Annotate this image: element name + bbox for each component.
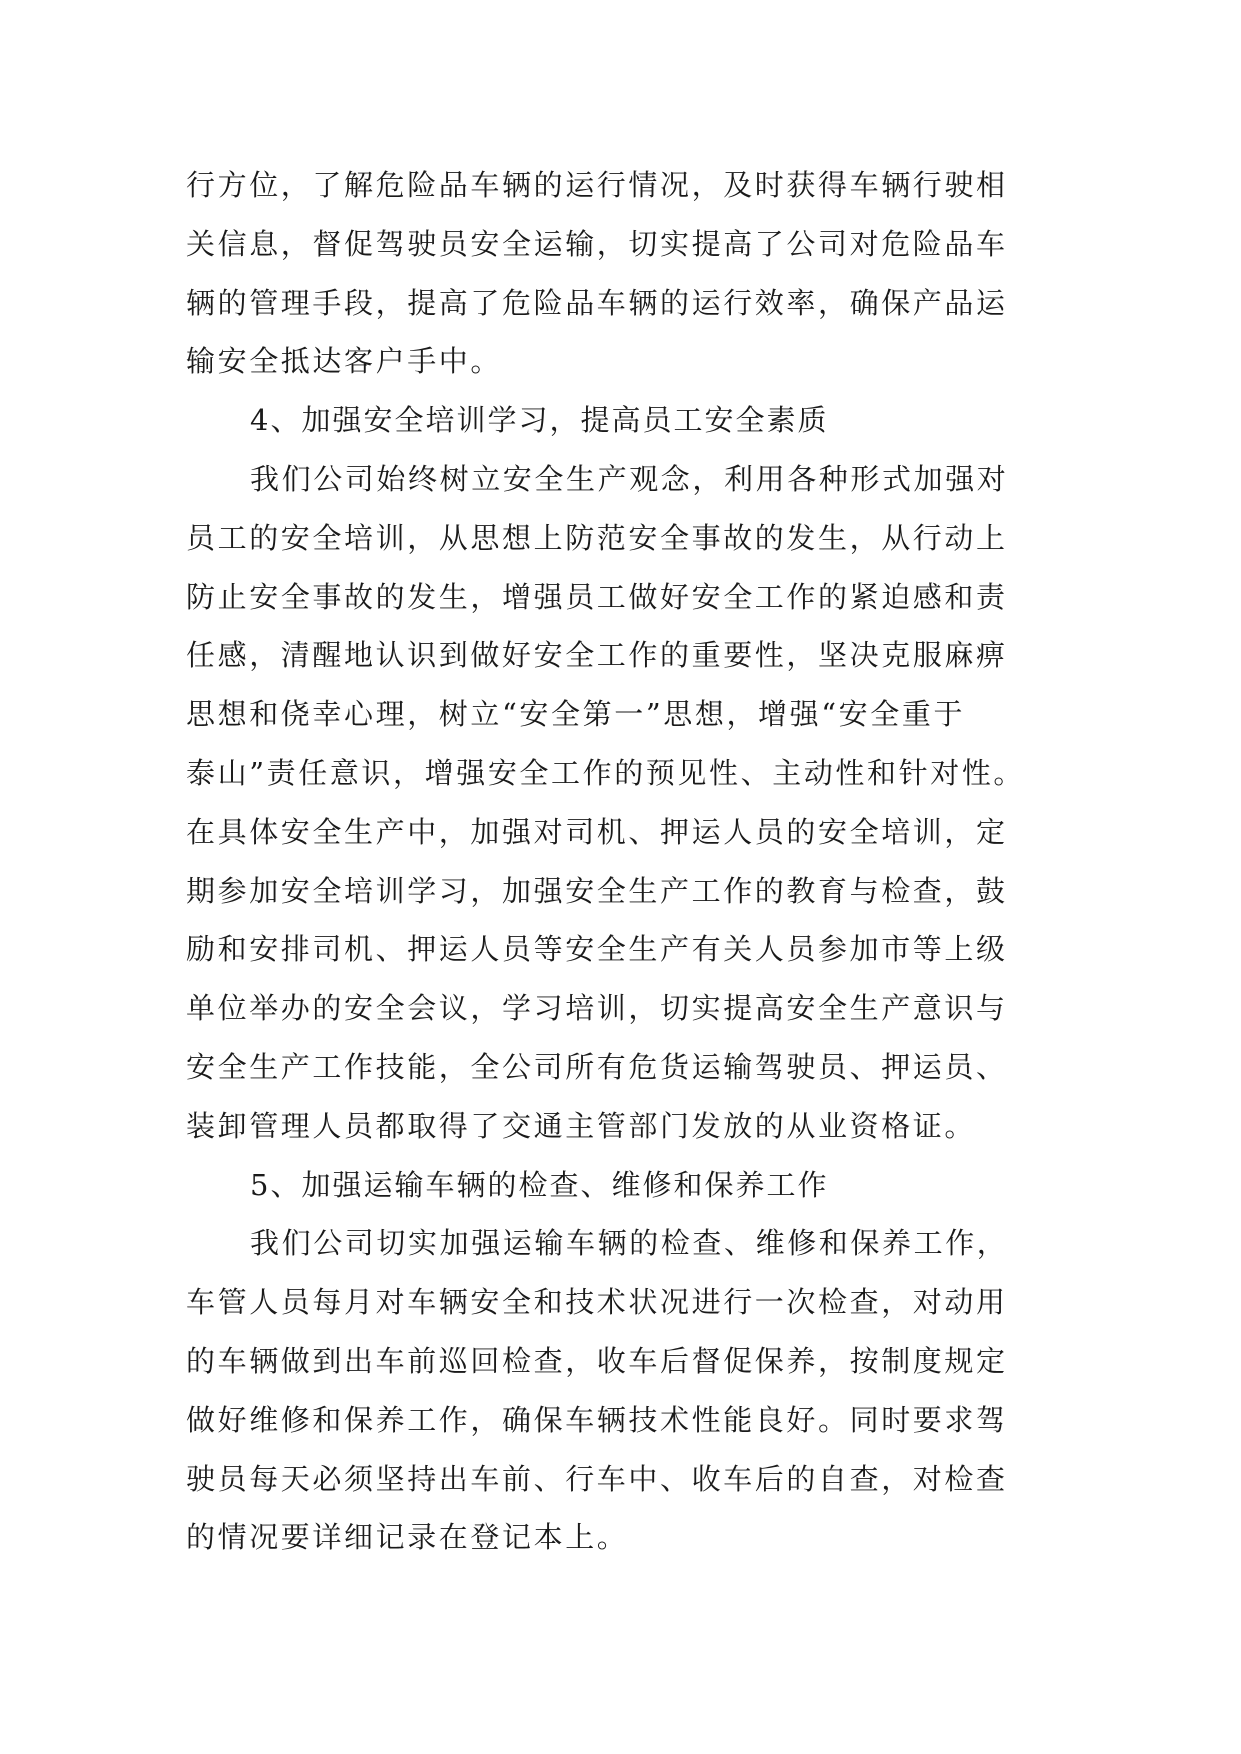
- text-line: 驶员每天必须坚持出车前、行车中、收车后的自查，对检查: [186, 1461, 1008, 1496]
- section-heading: 5、加强运输车辆的检查、维修和保养工作: [250, 1167, 829, 1202]
- text-line: 安全生产工作技能，全公司所有危货运输驾驶员、押运员、: [186, 1049, 1008, 1084]
- text-line: 的情况要详细记录在登记本上。: [186, 1520, 629, 1555]
- text-line: 输安全抵达客户手中。: [186, 344, 503, 379]
- text-line: 行方位，了解危险品车辆的运行情况，及时获得车辆行驶相: [186, 168, 1008, 202]
- text-line: 在具体安全生产中，加强对司机、押运人员的安全培训，定: [186, 814, 1008, 849]
- text-line: 励和安排司机、押运人员等安全生产有关人员参加市等上级: [186, 932, 1008, 967]
- document-body: [186, 156, 1058, 1567]
- text-line: 关信息，督促驾驶员安全运输，切实提高了公司对危险品车: [186, 226, 1008, 261]
- text-line: 车管人员每月对车辆安全和技术状况进行一次检查，对动用: [186, 1285, 1008, 1320]
- text-line: 员工的安全培训，从思想上防范安全事故的发生，从行动上: [186, 520, 1008, 555]
- text-line: 的车辆做到出车前巡回检查，收车后督促保养，按制度规定: [186, 1343, 1008, 1378]
- text-line: 辆的管理手段，提高了危险品车辆的运行效率，确保产品运: [186, 285, 1008, 320]
- section-heading: 4、加强安全培训学习，提高员工安全素质: [250, 403, 829, 438]
- text-line: 单位举办的安全会议，学习培训，切实提高安全生产意识与: [186, 991, 1008, 1026]
- text-line: 期参加安全培训学习，加强安全生产工作的教育与检查，鼓: [186, 873, 1008, 908]
- text-line: 我们公司切实加强运输车辆的检查、维修和保养工作，: [250, 1226, 1009, 1261]
- text-line: 泰山”责任意识，增强安全工作的预见性、主动性和针对性。: [186, 755, 1026, 790]
- text-line: 我们公司始终树立安全生产观念，利用各种形式加强对: [250, 461, 1009, 496]
- text-line: 做好维修和保养工作，确保车辆技术性能良好。同时要求驾: [186, 1402, 1008, 1437]
- text-line: 任感，清醒地认识到做好安全工作的重要性，坚决克服麻痹: [186, 638, 1008, 673]
- text-line: 防止安全事故的发生，增强员工做好安全工作的紧迫感和责: [186, 579, 1008, 614]
- text-line: 思想和侥幸心理，树立“安全第一”思想，增强“安全重于: [186, 697, 966, 732]
- text-line: 装卸管理人员都取得了交通主管部门发放的从业资格证。: [186, 1108, 977, 1143]
